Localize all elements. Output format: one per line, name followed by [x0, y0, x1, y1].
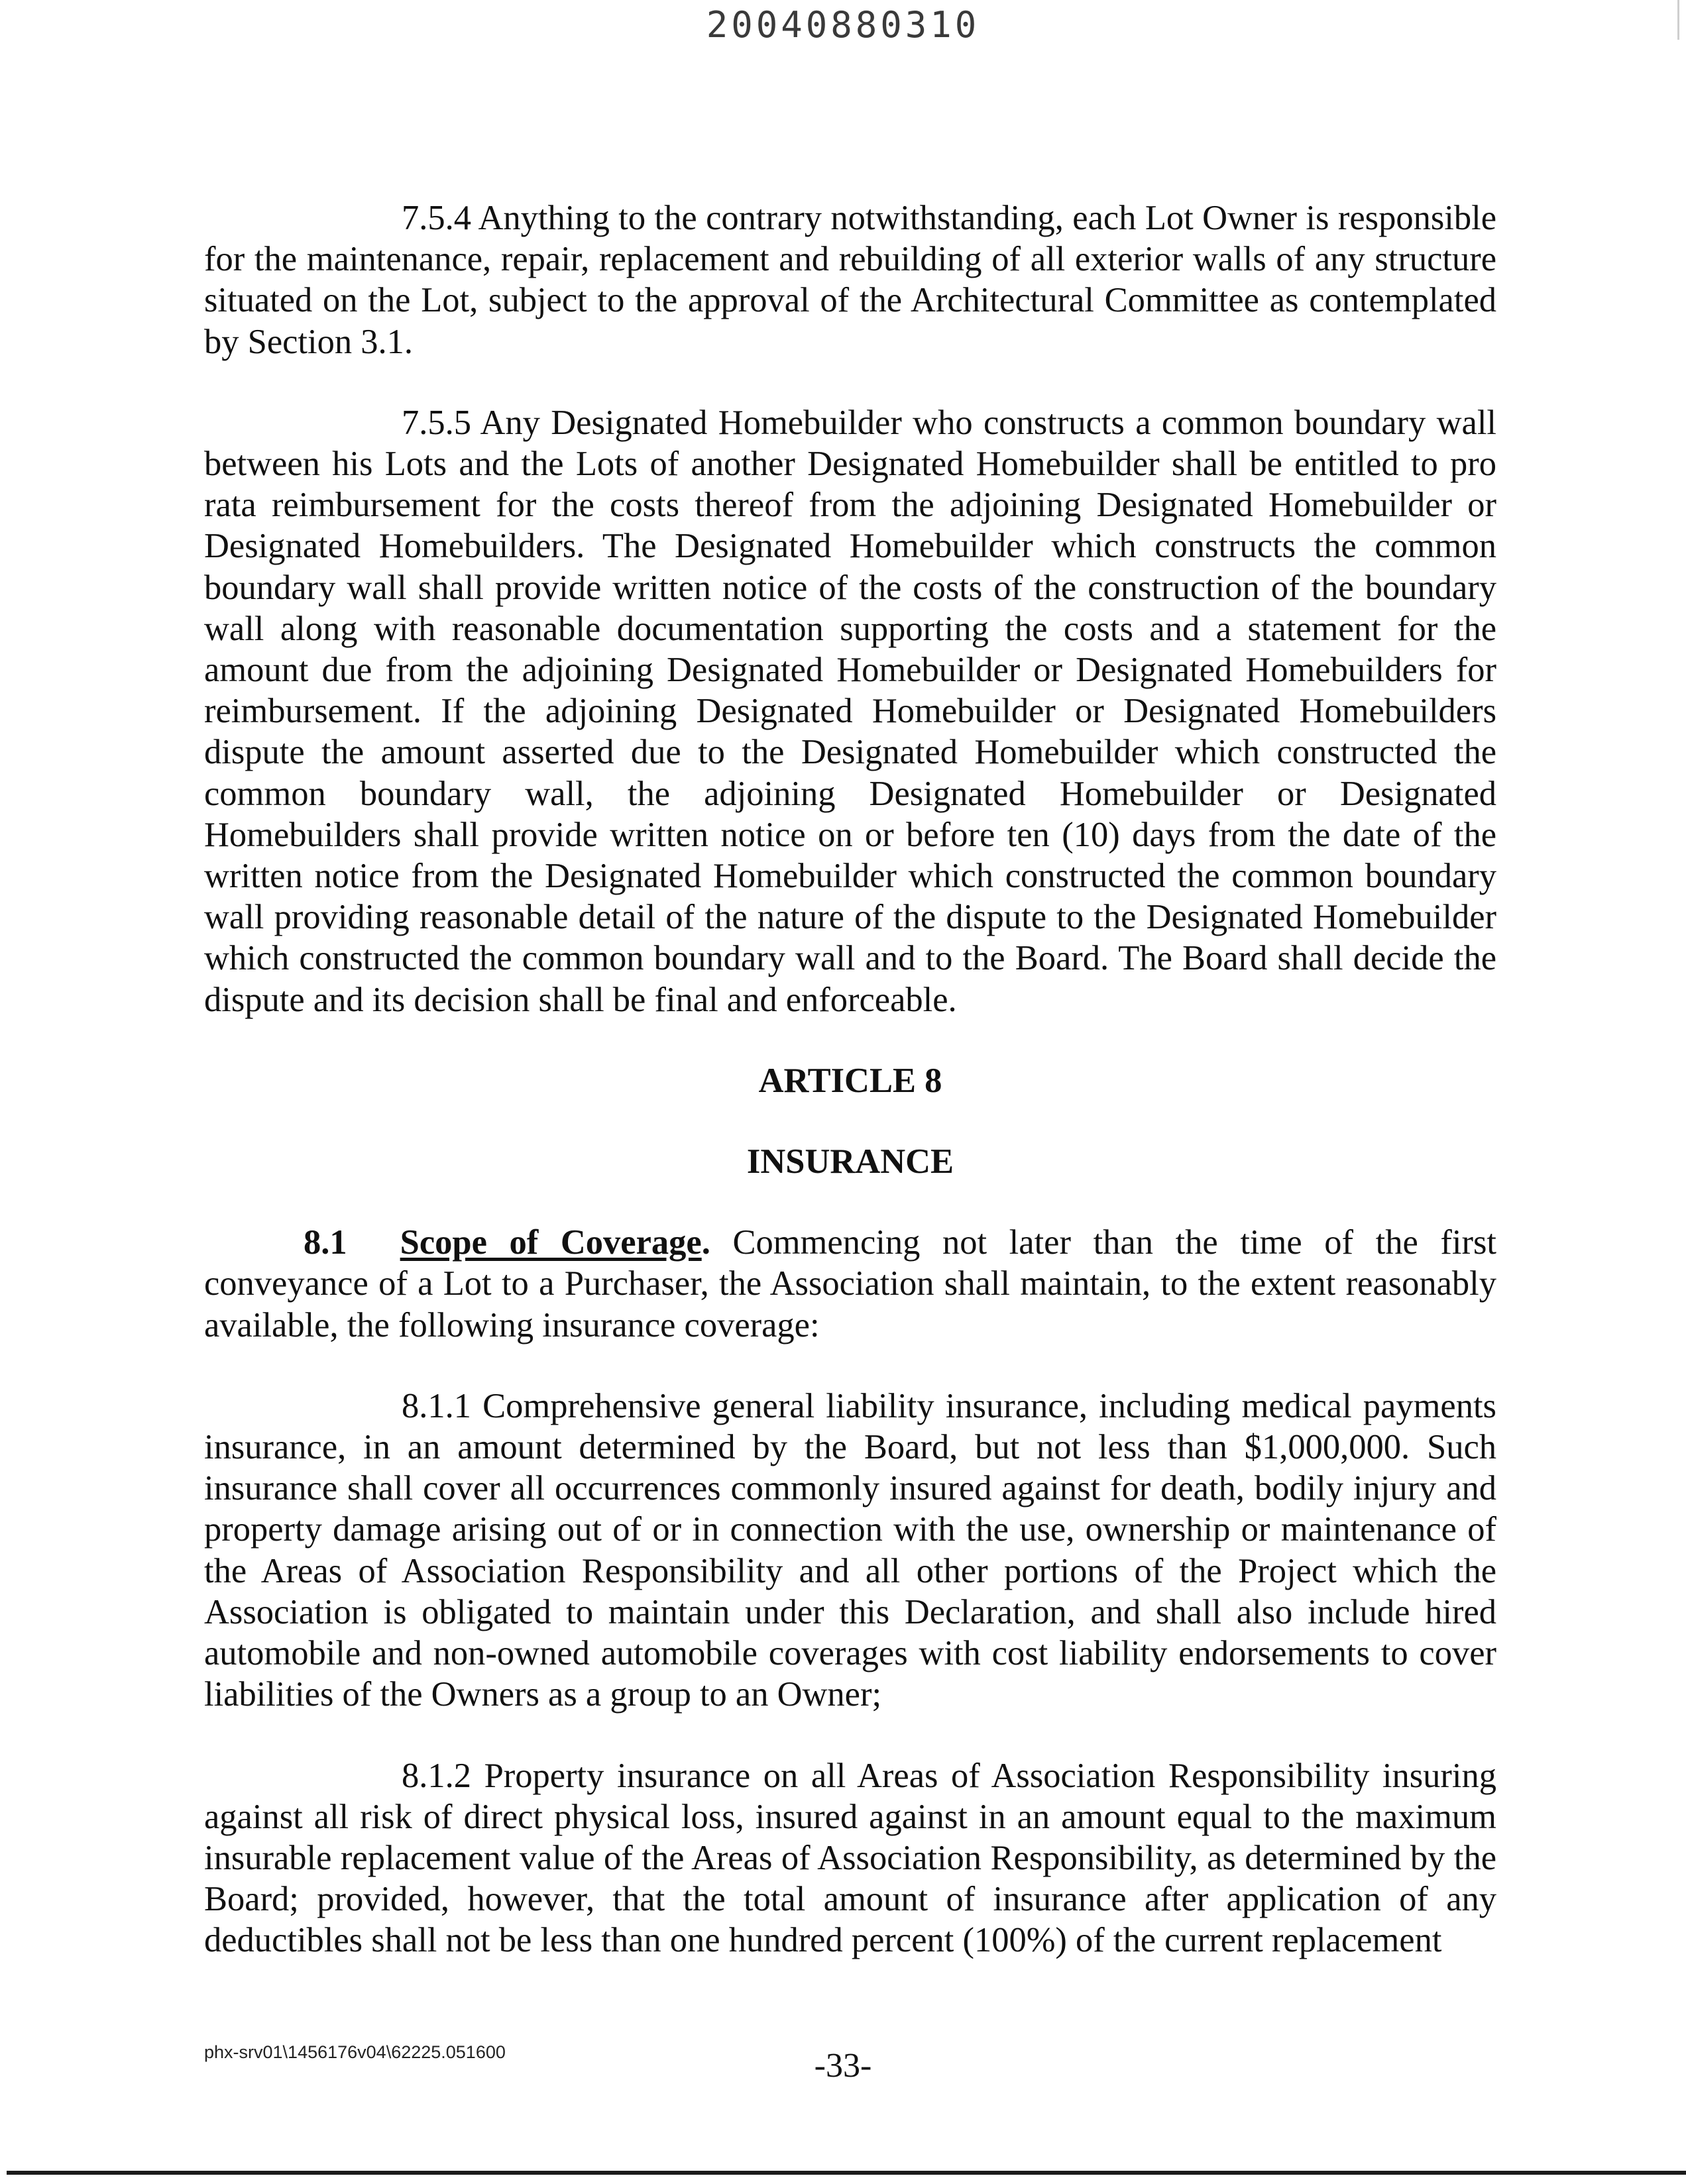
section-8-1	[204, 1222, 1496, 1346]
page-number: -33-	[814, 2047, 872, 2085]
section-8-1-text: Commencing not later than the time of the first conveyance of a Lot to a Purchaser, the Association shall maintain, to the extent reasonably available, the following insurance coverage:	[204, 1223, 1496, 1344]
footer-document-id: phx-srv01\1456176v04\62225.051600	[204, 2042, 506, 2062]
bottom-edge-rule	[7, 2171, 1686, 2175]
recording-number-stamp: 20040880310	[706, 4, 980, 46]
paragraph-8-1-2: 8.1.2 Property insurance on all Areas of Association Responsibility insuring against all risk of direct physical loss, insured against in an amount equal to the maximum insurable replacement value of the Areas of Association Responsibility, as determined by the Board; provided, however, that the total amount of insurance after application of any deductibles shall not be less than one hundred percent (100%) of the current replacement	[204, 1756, 1496, 1960]
article-title: INSURANCE	[746, 1142, 954, 1181]
document-body	[204, 197, 1496, 2001]
paragraph-8-1-1: 8.1.1 Comprehensive general liability insurance, including medical payments insurance, in an amount determined by the Board, but not less than $1,000,000. Such insurance shall cover all occurrences commonly insured against for death, bodily injury and property damage arising out of or in connection with the use, ownership or maintenance of the Areas of Association Responsibility and all other portions of the Project which the Association is obligated to maintain under this Declaration, and shall also include hired automobile and non-owned automobile coverages with cost liability endorsements to cover liabilities of the Owners as a group to an Owner;	[204, 1386, 1496, 1714]
section-8-1-number: 8.1	[304, 1223, 347, 1262]
section-8-1-title: Scope of Coverage	[400, 1223, 702, 1262]
paragraph-7-5-4: 7.5.4 Anything to the contrary notwithstanding, each Lot Owner is responsible for the maintenance, repair, replacement and rebuilding of all exterior walls of any structure situated on the Lot, subject to the approval of the Architectural Committee as contemplated by Section 3.1.	[204, 199, 1496, 361]
paragraph-7-5-5: 7.5.5 Any Designated Homebuilder who constructs a common boundary wall between his Lots and the Lots of another Designated Homebuilder shall be entitled to pro rata reimbursement for the costs thereof from the adjoining Designated Homebuilder or Designated Homebuilders. The Designated Homebuilder which constructs the common boundary wall shall provide written notice of the costs of the construction of the boundary wall along with reasonable documentation supporting the costs and a statement for the amount due from the adjoining Designated Homebuilder or Designated Homebuilders for reimbursement. If the adjoining Designated Homebuilder or Designated Homebuilders dispute the amount asserted due to the Designated Homebuilder which constructed the common boundary wall, the adjoining Designated Homebuilder or Designated Homebuilders shall provide written notice on or before ten (10) days from the date of the written notice from the Designated Homebuilder which constructed the common boundary wall providing reasonable detail of the nature of the dispute to the Designated Homebuilder which constructed the common boundary wall and to the Board. The Board shall decide the dispute and its decision shall be final and enforceable.	[204, 403, 1496, 1019]
section-8-1-title-period: .	[701, 1223, 710, 1262]
article-heading: ARTICLE 8	[758, 1061, 942, 1100]
